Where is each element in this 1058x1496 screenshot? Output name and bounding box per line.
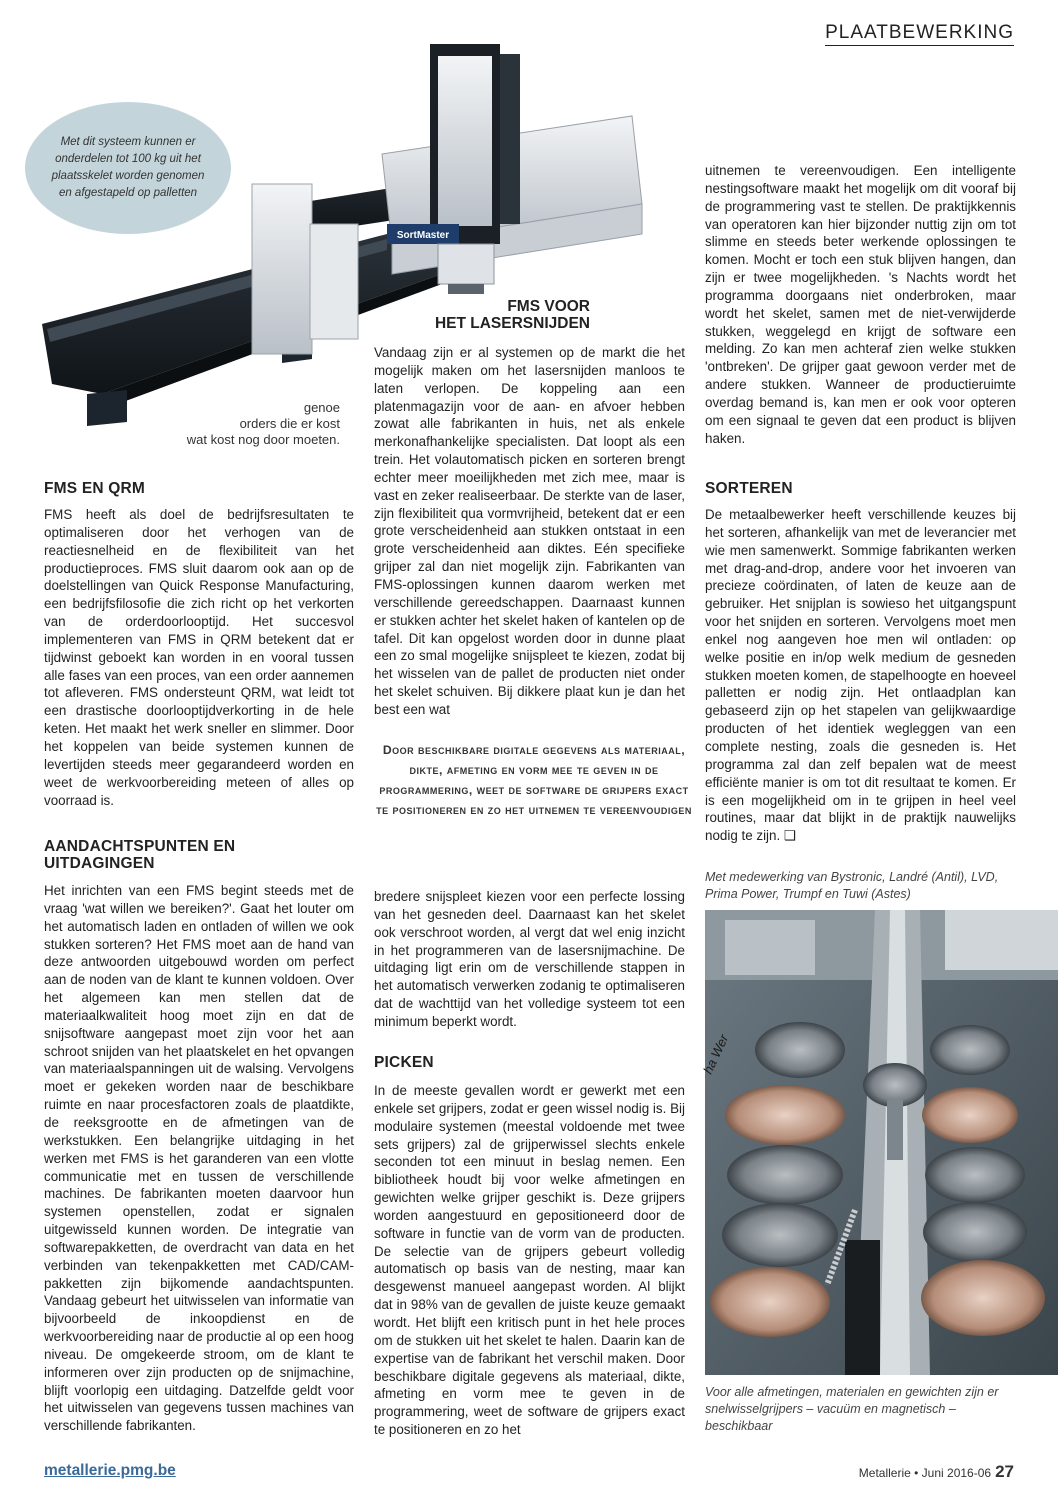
callout-text: Met dit systeem kunnen er onderdelen tot 100 kg uit het plaatsskelet worden genomen en afgestapeld op palletten <box>51 136 205 199</box>
subheading-fms-voor-lasersnijden <box>376 298 590 332</box>
paragraph: Vandaag zijn er al systemen op de markt die het mogelijk maken om het lasersnijden manloos te laten verlopen. De koppeling aan een platenmagazijn voor de aan- en afvoer hebben zowat alle fabrikanten in huis, net als enkele merkonafhankelijke specialisten. Dat loopt als een trein. Het volautomatisch picken en sorteren brengt echter meer moeilijkheden met zich mee, maar is vast en zeker realiseerbaar. De sterkte van de laser, zijn flexibiliteit qua vormvrijheid, betekent dat er een grote verscheidenheid aan stukken ontstaat in een grote verscheidenheid aan diktes. Eén specifieke grijper zal dan niet mogelijk zijn. Fabrikanten van FMS-oplossingen kunnen daarom werken met verschillende gereedschappen. Daarnaast kunnen er stukken achter het skelet haken of kantelen op de tafel. Dit kan opgelost worden door in dunne plaat een zo smal mogelijke snijspleet te kiezen, zodat bij het wisselen van de pallet de producten niet onder het skelet schuiven. Bij dikkere plaat kun je dan het best een wat <box>374 345 685 717</box>
website-link[interactable]: metallerie.pmg.be <box>44 1462 176 1479</box>
image-callout-bubble <box>25 102 231 234</box>
heading-sorteren: SORTEREN <box>705 480 793 497</box>
gripper-photo <box>700 910 1058 1375</box>
column-2-paragraph-3 <box>374 1082 685 1439</box>
paragraph: De metaalbewerker heeft verschillende keuzes bij het sorteren, afhankelijk van met de leverancier met wie men samenwerkt. Sommige fabrikanten werken met drag-and-drop, andere voor het invoeren van precieze coördinaten, of laten de keuze aan de gebruiker. Het snijplan is sowieso het uitgangspunt voor het snijden en sorteren. Vervolgens moet men enkel nog aangeven hoe men wil ontladen: op welke positie en in/op welk medium de gesneden stukken moeten komen, de stapelhoogte en hoeveel palletten er nodig zijn. Het ontlaadplan kan gebaseerd zijn op het stapelen van gelijkwaardige producten of het identiek wegleggen van een complete nesting, zoals die gesneden is. Het programma zal dan zelf bepalen wat de meest efficiënte manier is om tot dit resultaat te komen. Er is een mogelijkheid om in te grijpen in heel veel routines, maar dat blijkt in de praktijk nauwelijks nodig te zijn. ❑ <box>705 507 1016 844</box>
paragraph: FMS heeft als doel de bedrijfsresultaten te optimaliseren door het verhogen van de reactiesnelheid en de flexibiliteit van het productieproces. FMS sluit daarom ook aan op de doelstellingen van Quick Response Manufacturing, een bedrijfsfilosofie die zich richt op het verkorten van de orderdoorlooptijd. Het succesvol implementeren van FMS in QRM betekent dat er tijdwinst geboekt kan worden in en vooral tussen alle fases van een proces, van een order aannemen tot afleveren. FMS ondersteunt QRM, wat leidt tot een drastische doorlooptijdverkorting in de hele keten. Het maakt het werk sneller en slimmer. Door het koppelen van beide systemen kunnen de levertijden steeds meer gegarandeerd worden en weet de werkvoorbereiding meteen of alles op voorraad is. <box>44 507 354 808</box>
page-number: 27 <box>995 1462 1014 1481</box>
photo-machine-text: ha Wer <box>700 1032 732 1077</box>
column-1-paragraph-1 <box>44 506 354 809</box>
subheading-line: HET LASERSNIJDEN <box>434 315 590 332</box>
column-1-paragraph-2 <box>44 882 354 1435</box>
credits: Met medewerking van Bystronic, Landré (Antil), LVD, Prima Power, Trumpf en Tuwi (Astes) <box>705 870 999 901</box>
column-2-paragraph-1 <box>374 344 685 719</box>
paragraph: In de meeste gevallen wordt er gewerkt met een enkele set grijpers, zodat er geen wissel nodig is. Bij modulaire systemen (meestal voldoende met twee sets grijpers) zal de grijperwissel slechts enkele seconden tot een minuut in beslag nemen. Een bibliotheek houdt bij voor welke afmetingen en gewichten welke grijper geschikt is. Deze grijpers worden aangestuurd en gepositioneerd door de software in functie van de vorm van de producten. De selectie van de grijpers gebeurt volledig automatisch op basis van de nesting, maar kan desgewenst manueel aangepast worden. Al blijkt dat in 98% van de gevallen de juiste keuze gemaakt wordt. Het blijft een kritisch punt in het hele proces om de stukken uit het skelet te halen. Daarin kan de expertise van de fabrikant het verschil maken. Door beschikbare digitale gegevens als materiaal, dikte, afmeting en vorm mee te geven in de programmering, weet de software de grijpers exact te positioneren en zo het <box>374 1083 685 1438</box>
paragraph: uitnemen te vereenvoudigen. Een intelligente nestingsoftware maakt het mogelijk om dit vooraf bij de programmering vast te stellen. De praktijkkennis van operatoren kan hier bijzonder nuttig zijn om tot slimme en steeds beter werkende oplossingen te komen. Mocht er toch een stuk blijven hangen, dan zijn er twee mogelijkheden. 's Nachts wordt het programma doorgaans niet onderbroken, maar wordt het skelet, samen met de niet-verwijderde stukken, weggelegd en krijgt de software een melding. Zo kan men achteraf zien welke stukken 'ontbreken'. De grijper gaat gewoon verder met de andere stukken. Wanneer de productieruimte overdag bemand is, kan men er ook voor opteren om een signaal te geven dat een product is blijven haken. <box>705 163 1016 446</box>
heading-picken: PICKEN <box>374 1054 434 1071</box>
heading-fms-en-qrm: FMS EN QRM <box>44 480 146 497</box>
column-3-paragraph-1 <box>705 162 1016 448</box>
section-label: PLAATBEWERKING <box>825 22 1014 46</box>
sortmaster-label: SortMaster <box>396 230 450 241</box>
caption-line: genoe <box>303 400 340 415</box>
subheading-line: FMS VOOR <box>507 298 590 315</box>
photo-caption: Voor alle afmetingen, materialen en gewichten zijn er snelwisselgrijpers – vacuüm en magnetisch – beschikbaar <box>705 1385 999 1433</box>
issue-label: Metallerie • Juni 2016-06 <box>858 1466 992 1480</box>
pull-quote: Door beschikbare digitale gegevens als materiaal, dikte, afmeting en vorm mee te geven in de programmering, weet de software de grijpers exact te positioneren en zo het uitnemen te vereenvoudigen <box>376 743 692 817</box>
page-footer <box>859 1462 1014 1482</box>
paragraph: Het inrichten van een FMS begint steeds met de vraag 'wat willen we bereiken?'. Gaat het louter om het automatisch laden en ontladen of willen we ook stukken sorteren? Het FMS moet aan de hand van deze antwoorden uitgebouwd worden om perfect aan de noden van de klant te kunnen voldoen. Over het algemeen kan men stellen dat de materiaalkwaliteit hoog moet zijn en dat de snijsoftware aangepast moet zijn voor het aan schroot snijden van het plaatskelet en het opvangen van materiaalspanningen uit de walsing. Vervolgens moet er gekeken worden naar de beschikbare ruimte en naar procesfactoren zoals de plaatdikte, de reeksgrootte en de afmetingen van de werkstukken. Een belangrijke uitdaging in het werken met FMS is het garanderen van een vlotte communicatie met en tussen de verschillende machines. De fabrikanten moeten daarvoor hun systemen openstellen, zodat er signalen uitgewisseld kunnen worden. De integratie van softwarepakketten, de overdracht van data en het verbinden van tekenpakketten met CAD/CAM-pakketten zijn bijkomende aandachtspunten. Vandaag gebeurt het uitwisselen van informatie van bijvoorbeeld de inkoopdienst en de werkvoorbereiding naar de productie al op een hoog niveau. De omgekeerde stroom, om de klant te informeren over zijn producten op de snijmachine, blijft voorlopig een uitdaging. Datzelfde geldt voor het uitwisselen van gegevens tussen machines van verschillende fabrikanten. <box>44 883 354 1434</box>
heading-aandachtspunten: AANDACHTSPUNTEN EN UITDAGINGEN <box>44 838 236 872</box>
column-3-paragraph-2 <box>705 506 1016 845</box>
caption-line: orders die er kost <box>239 416 340 431</box>
paragraph: bredere snijspleet kiezen voor een perfecte lossing van het gesneden deel. Daarnaast kan het skelet ook verschroot worden, al vergt dat wel enig inzicht in het programmeren van de lasersnijmachine. De uitdaging ligt erin om de verschillende stappen in het automatisch verwerken zodanig te optimaliseren dat de wachttijd van het volledige systeem tot een minimum beperkt wordt. <box>374 889 685 1029</box>
column-2-paragraph-2 <box>374 888 685 1031</box>
caption-line: wat kost nog door moeten. <box>186 432 340 447</box>
image-caption <box>40 400 340 448</box>
